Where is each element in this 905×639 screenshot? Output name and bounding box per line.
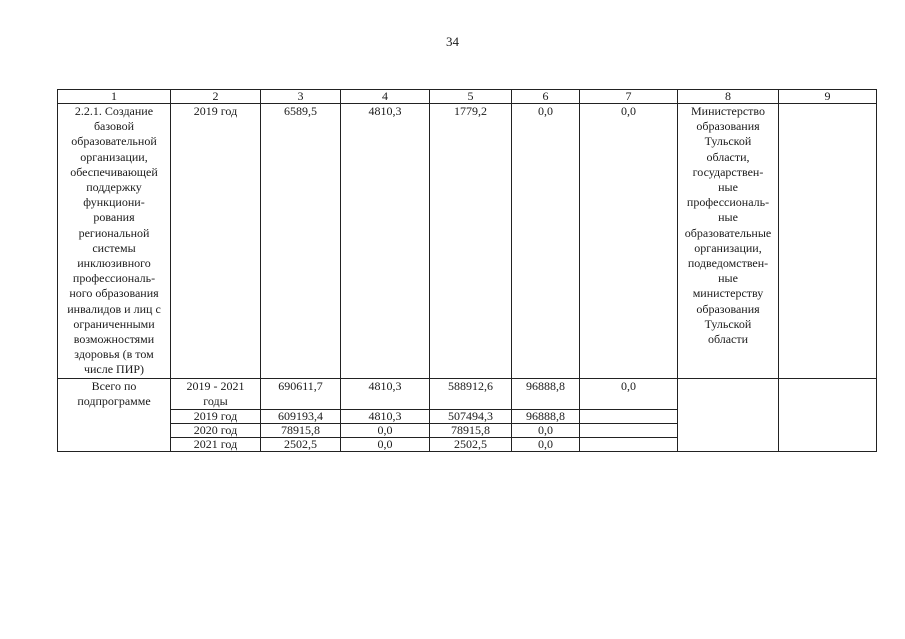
value-cell [580, 438, 678, 452]
value-cell: 4810,3 [341, 378, 430, 409]
value-cell: 96888,8 [512, 410, 580, 424]
budget-table [57, 89, 877, 452]
total-label-cell: Всего по подпрограмме [58, 378, 171, 451]
value-cell: 0,0 [512, 424, 580, 438]
note-cell [779, 378, 877, 451]
header-cell: 2 [171, 90, 261, 104]
value-cell: 96888,8 [512, 378, 580, 409]
header-cell: 4 [341, 90, 430, 104]
header-cell: 8 [678, 90, 779, 104]
header-cell: 5 [430, 90, 512, 104]
value-cell: 2502,5 [430, 438, 512, 452]
value-cell: 609193,4 [261, 410, 341, 424]
table-row [58, 378, 877, 409]
year-cell: 2020 год [171, 424, 261, 438]
year-cell: 2019 год [171, 410, 261, 424]
header-cell: 9 [779, 90, 877, 104]
year-cell: 2021 год [171, 438, 261, 452]
value-cell: 4810,3 [341, 410, 430, 424]
header-cell: 3 [261, 90, 341, 104]
value-cell: 78915,8 [261, 424, 341, 438]
value-cell: 0,0 [580, 378, 678, 409]
table-row [58, 104, 877, 379]
value-cell: 588912,6 [430, 378, 512, 409]
year-cell: 2019 - 2021 годы [171, 378, 261, 409]
year-cell: 2019 год [171, 104, 261, 379]
value-cell: 2502,5 [261, 438, 341, 452]
value-cell: 0,0 [580, 104, 678, 379]
header-cell: 6 [512, 90, 580, 104]
header-row [58, 90, 877, 104]
value-cell: 0,0 [512, 104, 580, 379]
executor-cell [678, 378, 779, 451]
value-cell [580, 424, 678, 438]
note-cell [779, 104, 877, 379]
executor-cell: Министерство образования Тульской области, государствен- ные профессиональ- ные образовательные организации, подведомствен- ные министерству образования Тульской области [678, 104, 779, 379]
value-cell: 507494,3 [430, 410, 512, 424]
value-cell: 0,0 [341, 424, 430, 438]
value-cell: 78915,8 [430, 424, 512, 438]
value-cell: 0,0 [341, 438, 430, 452]
value-cell: 0,0 [512, 438, 580, 452]
header-cell: 1 [58, 90, 171, 104]
header-cell: 7 [580, 90, 678, 104]
page-number: 34 [446, 34, 459, 49]
value-cell: 6589,5 [261, 104, 341, 379]
value-cell: 690611,7 [261, 378, 341, 409]
measure-name-cell: 2.2.1. Создание базовой образовательной организации, обеспечивающей поддержку функциони- рования региональной системы инклюзивного профессиональ- ного образования инвалидов и лиц с ограниченными возможностями здоровья (в том числе ПИР) [58, 104, 171, 379]
value-cell: 1779,2 [430, 104, 512, 379]
value-cell: 4810,3 [341, 104, 430, 379]
value-cell [580, 410, 678, 424]
